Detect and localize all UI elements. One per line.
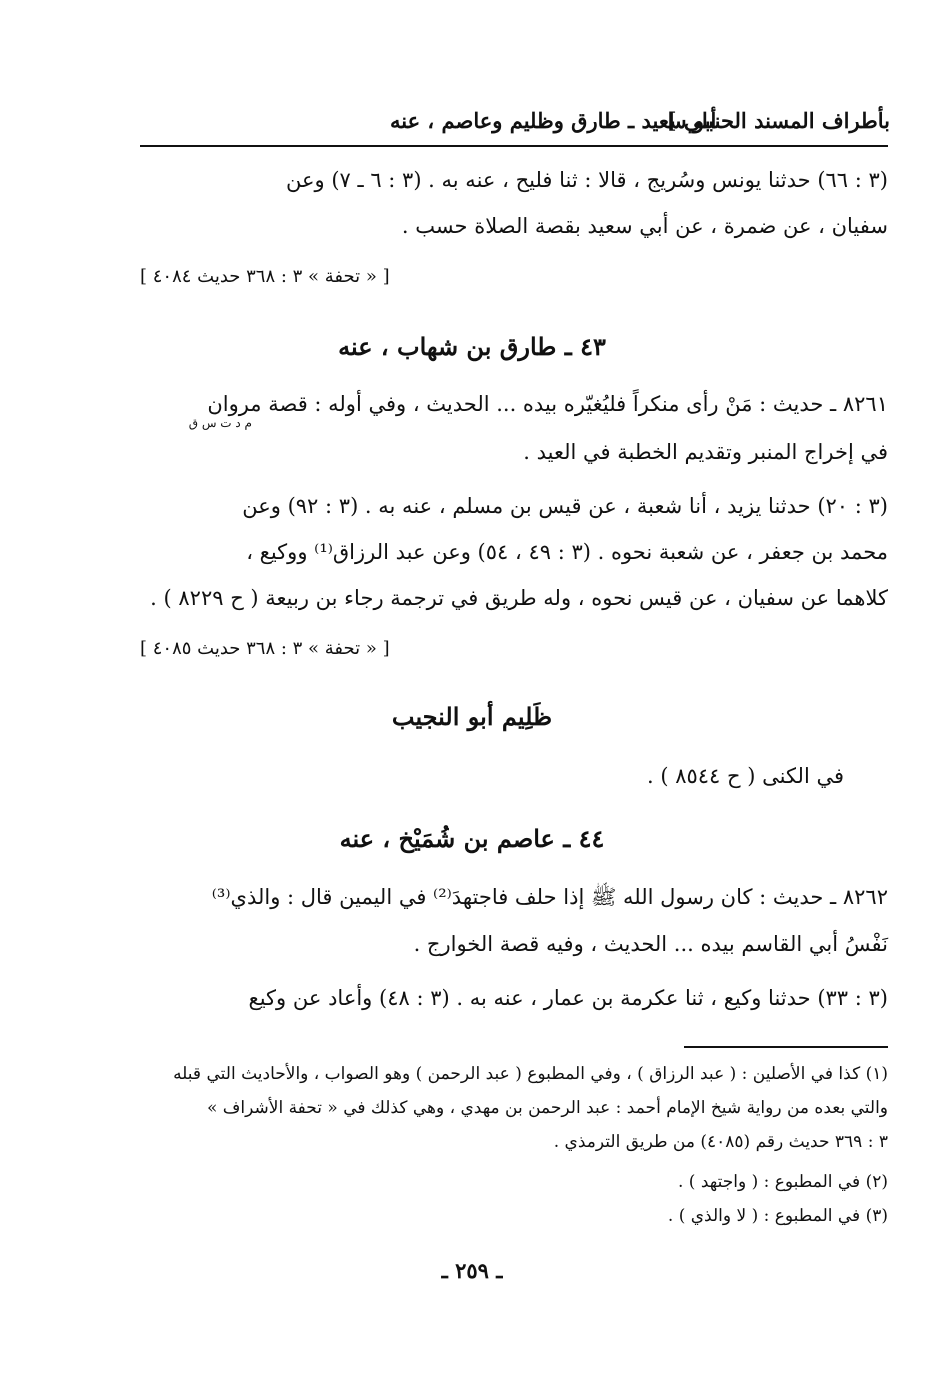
- tuhfa-reference: [ « تحفة » ٣ : ٣٦٨ حديث ٤٠٨٥ ]: [140, 638, 390, 659]
- section-heading: ٤٣ ـ طارق بن شهاب ، عنه: [338, 332, 606, 361]
- isnad-line: محمد بن جعفر ، عن شعبة نحوه . (٣ : ٤٩ ، ٥٤) وعن عبد الرزاق⁽¹⁾ ووكيع ،: [246, 540, 888, 564]
- hadith-line: في إخراج المنبر وتقديم الخطبة في العيد .: [523, 440, 888, 464]
- footnote-line: ٣ : ٣٦٩ حديث رقم (٤٠٨٥) من طريق الترمذي .: [553, 1132, 888, 1152]
- running-header-section: أبو سعيد ـ طارق وظليم وعاصم ، عنه: [390, 108, 717, 133]
- footnote-line: (١) كذا في الأصلين : ( عبد الرزاق ) ، وفي المطبوع ( عبد الرحمن ) وهو الصواب ، والأحاديث التي قبله: [173, 1064, 888, 1084]
- hadith-sigla: م د ت س ق: [188, 416, 252, 430]
- page-number: ـ ٢٥٩ ـ: [441, 1258, 503, 1283]
- section-heading: ٤٤ ـ عاصم بن شُمَيْخ ، عنه: [339, 824, 605, 853]
- isnad-line: (٣ : ٢٠) حدثنا يزيد ، أنا شعبة ، عن قيس بن مسلم ، عنه به . (٣ : ٩٢) وعن: [242, 494, 888, 518]
- text-line: سفيان ، عن ضمرة ، عن أبي سعيد بقصة الصلاة حسب .: [401, 214, 888, 238]
- footnote-line: (٢) في المطبوع : ( واجتهد ) .: [678, 1172, 888, 1192]
- footnote-rule: [684, 1046, 888, 1048]
- isnad-line: (٣ : ٣٣) حدثنا وكيع ، ثنا عكرمة بن عمار ، عنه به . (٣ : ٤٨) وأعاد عن وكيع: [248, 986, 888, 1010]
- running-header-book-title: بأطراف المسند الحنبلي ]: [666, 108, 890, 133]
- text-line: في الكنى ( ح ٨٥٤٤ ) .: [646, 764, 844, 788]
- hadith-line: ٨٢٦٢ ـ حديث : كان رسول الله ﷺ إذا حلف فاجتهدَ⁽²⁾ في اليمين قال : والذي⁽³⁾: [211, 885, 888, 909]
- hadith-line: نَفْسُ أبي القاسم بيده ... الحديث ، وفيه قصة الخوارج .: [413, 932, 888, 956]
- hadith-line: ٨٢٦١ ـ حديث : مَنْ رأى منكراً فليُغيّره بيده ... الحديث ، وفي أوله : قصة مروان: [207, 392, 888, 416]
- text-line: (٣ : ٦٦) حدثنا يونس وسُريج ، قالا : ثنا فليح ، عنه به . (٣ : ٦ ـ ٧) وعن: [285, 168, 888, 192]
- tuhfa-reference: [ « تحفة » ٣ : ٣٦٨ حديث ٤٠٨٤ ]: [140, 266, 390, 287]
- isnad-line: كلاهما عن سفيان ، عن قيس نحوه ، وله طريق في ترجمة رجاء بن ربيعة ( ح ٨٢٢٩ ) .: [150, 586, 888, 610]
- header-rule: [140, 145, 888, 147]
- footnote-line: (٣) في المطبوع : ( لا والذي ) .: [667, 1206, 888, 1226]
- footnote-line: والتي بعده من رواية شيخ الإمام أحمد : عبد الرحمن بن مهدي ، وهي كذلك في « تحفة الأشراف »: [206, 1098, 888, 1118]
- section-heading: ظَلِيم أبو النجيب: [391, 702, 553, 731]
